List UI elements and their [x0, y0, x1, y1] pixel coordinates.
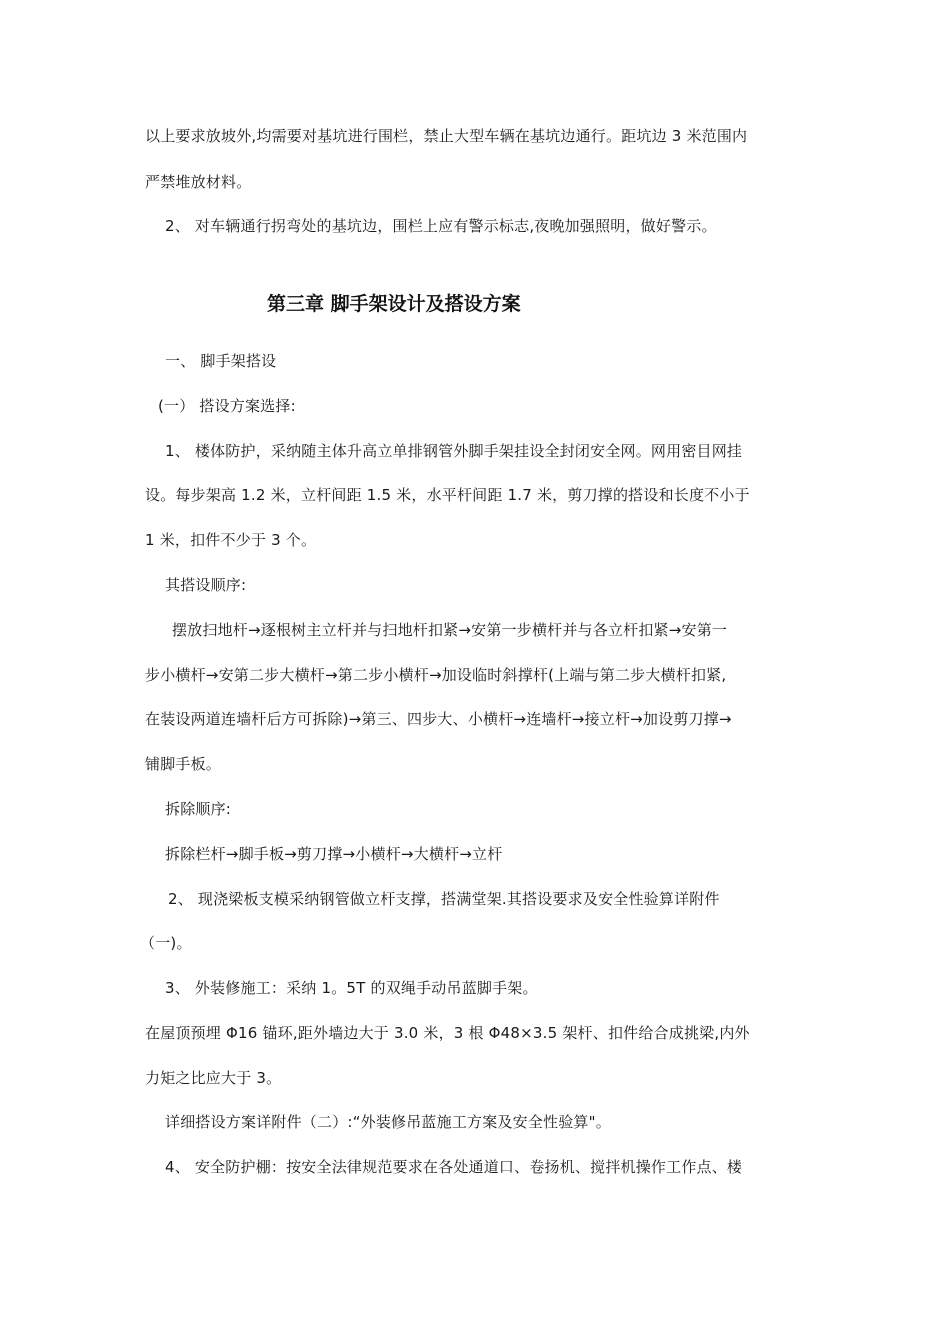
paragraph-line: 1 米，扣件不少于 3 个。: [145, 531, 317, 549]
paragraph-line: 摆放扫地杆→逐根树主立杆并与扫地杆扣紧→安第一步横杆并与各立杆扣紧→安第一: [172, 621, 728, 639]
paragraph-line: 步小横杆→安第二步大横杆→第二步小横杆→加设临时斜撑杆(上端与第二步大横杆扣紧,: [145, 666, 727, 684]
paragraph-line: 力矩之比应大于 3。: [145, 1069, 282, 1087]
paragraph-line: 2、 对车辆通行拐弯处的基坑边，围栏上应有警示标志,夜晚加强照明，做好警示。: [165, 217, 717, 235]
paragraph-line: 2、 现浇梁板支模采纳钢管做立杆支撑，搭满堂架.其搭设要求及安全性验算详附件: [168, 890, 720, 908]
paragraph-line: 其搭设顺序:: [165, 576, 247, 594]
paragraph-line: 详细搭设方案详附件（二）:“外装修吊蓝施工方案及安全性验算"。: [165, 1113, 611, 1131]
paragraph-line: 铺脚手板。: [145, 755, 222, 773]
chapter-title: 第三章 脚手架设计及搭设方案: [267, 293, 521, 315]
paragraph-line: 3、 外装修施工：采纳 1。5T 的双绳手动吊蓝脚手架。: [165, 979, 538, 997]
paragraph-line: 严禁堆放材料。: [145, 173, 252, 191]
paragraph-line: 设。每步架高 1.2 米，立杆间距 1.5 米，水平杆间距 1.7 米，剪刀撑的搭设和长度不小于: [145, 486, 750, 504]
paragraph-line: 在装设两道连墙杆后方可拆除)→第三、四步大、小横杆→连墙杆→接立杆→加设剪刀撑→: [145, 710, 732, 728]
paragraph-line: 在屋顶预埋 Φ16 锚环,距外墙边大于 3.0 米，3 根 Φ48×3.5 架杆、扣件给合成挑梁,内外: [145, 1024, 750, 1042]
paragraph-line: 拆除顺序:: [165, 800, 232, 818]
paragraph-line: 以上要求放坡外,均需要对基坑进行围栏，禁止大型车辆在基坑边通行。距坑边 3 米范围内: [145, 127, 748, 145]
paragraph-line: （一)。: [140, 934, 192, 952]
paragraph-line: 4、 安全防护棚：按安全法律规范要求在各处通道口、卷扬机、搅拌机操作工作点、楼: [165, 1158, 743, 1176]
section-heading: 一、 脚手架搭设: [165, 352, 277, 370]
paragraph-line: 拆除栏杆→脚手板→剪刀撑→小横杆→大横杆→立杆: [165, 845, 503, 863]
subsection-heading: (一） 搭设方案选择:: [158, 397, 296, 415]
paragraph-line: 1、 楼体防护，采纳随主体升高立单排钢管外脚手架挂设全封闭安全网。网用密目网挂: [165, 442, 743, 460]
